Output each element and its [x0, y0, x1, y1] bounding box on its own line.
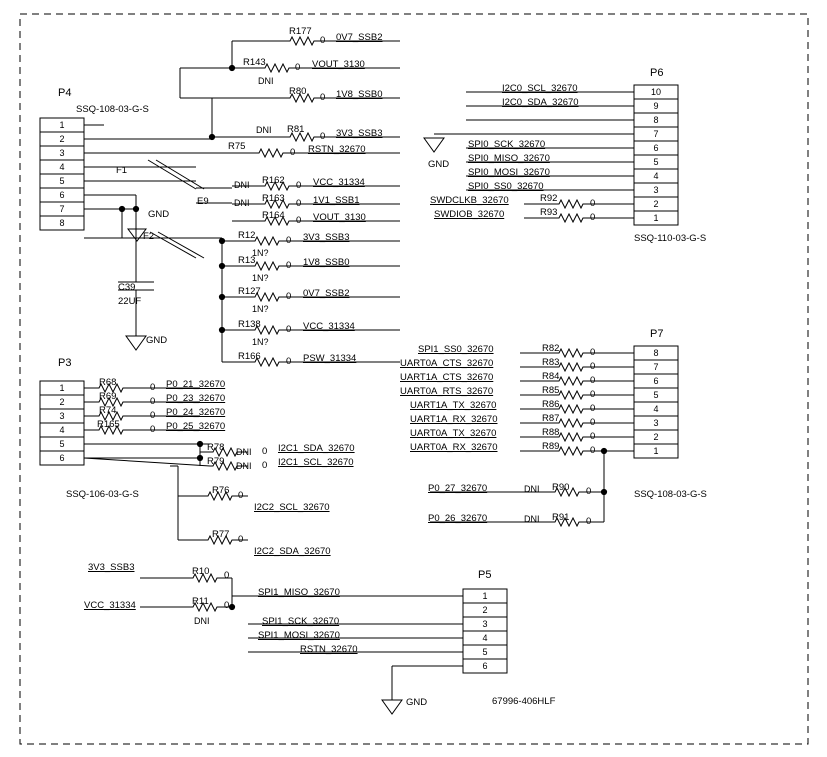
dni-r11: DNI [194, 616, 210, 626]
net-uart0a-rts: UART0A_RTS_32670 [400, 386, 494, 397]
pin-p6-8: 8 [653, 115, 659, 125]
res-val-r82: 0 [590, 347, 596, 358]
res-val-r91: 0 [586, 516, 592, 527]
connector-part-p4: SSQ-108-03-G-S [76, 104, 149, 115]
gnd-label-c39: GND [146, 335, 168, 346]
connector-part-p3: SSQ-106-03-G-S [66, 489, 139, 500]
res-ref-r91: R91 [552, 512, 570, 523]
res-val-r68: 0 [150, 382, 156, 393]
pin-p4-4: 4 [59, 162, 65, 172]
res-ref-r92: R92 [540, 193, 558, 204]
net-spi0-mosi: SPI0_MOSI_32670 [468, 167, 550, 178]
res-ref-r10: R10 [192, 566, 210, 577]
net-uart0a-cts: UART0A_CTS_32670 [400, 358, 494, 369]
net-r68: P0_21_32670 [166, 379, 226, 390]
connector-ref-p3: P3 [58, 357, 72, 369]
res-val-r80: 0 [320, 92, 326, 103]
net-uart0a-rx: UART0A_RX_32670 [410, 442, 498, 453]
net-r76: I2C2_SCL_32670 [254, 502, 330, 513]
res-ref-r162: R162 [262, 175, 285, 186]
res-ref-r143: R143 [243, 57, 266, 68]
res-ref-r81: R81 [287, 124, 305, 135]
net-r127: 0V7_SSB2 [303, 288, 350, 299]
res-ref-r177: R177 [289, 26, 312, 37]
res-val-r162: 0 [296, 180, 302, 191]
res-ref-r13: R13 [238, 255, 256, 266]
pin-p4-7: 7 [59, 204, 65, 214]
res-ref-r138: R138 [238, 319, 261, 330]
res-val-r88: 0 [590, 431, 596, 442]
pin-p3-1: 1 [59, 383, 65, 393]
pin-p4-3: 3 [59, 148, 65, 158]
net-r78: I2C1_SDA_32670 [278, 443, 355, 454]
net-i2c0-scl: I2C0_SCL_32670 [502, 83, 578, 94]
res-ref-r84: R84 [542, 371, 560, 382]
pin-p4-6: 6 [59, 190, 65, 200]
net-spi0-miso: SPI0_MISO_32670 [468, 153, 550, 164]
pin-p7-6: 6 [653, 376, 659, 386]
res-val-r78: 0 [262, 446, 268, 457]
pin-p7-8: 8 [653, 348, 659, 358]
res-ref-r83: R83 [542, 357, 560, 368]
pin-p3-2: 2 [59, 397, 65, 407]
net-p0-27: P0_27_32670 [428, 483, 488, 494]
res-val-r177: 0 [320, 35, 326, 46]
pin-p3-3: 3 [59, 411, 65, 421]
net-r162: VCC_31334 [313, 177, 365, 188]
pin-p6-7: 7 [653, 129, 659, 139]
net-spi1-miso: SPI1_MISO_32670 [258, 587, 340, 598]
res-val-r87: 0 [590, 417, 596, 428]
res-val-r11: 0 [224, 600, 230, 611]
res-val-r77: 0 [238, 534, 244, 545]
pin-p4-5: 5 [59, 176, 65, 186]
net-r74: P0_24_32670 [166, 407, 226, 418]
res-ref-r69: R69 [99, 391, 117, 402]
connector-ref-p5: P5 [478, 569, 492, 581]
res-ref-r78: R78 [207, 442, 225, 453]
pin-p5-6: 6 [482, 661, 488, 671]
res-val-r12: 0 [286, 235, 292, 246]
pin-p4-8: 8 [59, 218, 65, 228]
pin-p5-4: 4 [482, 633, 488, 643]
gnd-label-p5: GND [406, 697, 428, 708]
res-ref-r12: R12 [238, 230, 256, 241]
net-swdclkb: SWDCLKB_32670 [430, 195, 509, 206]
dni-r163: DNI [234, 198, 250, 208]
net-p0-26: P0_26_32670 [428, 513, 488, 524]
res-ref-r93: R93 [540, 207, 558, 218]
dni-r138: 1N? [252, 337, 269, 347]
net-spi1-mosi: SPI1_MOSI_32670 [258, 630, 340, 641]
res-val-r75: 0 [290, 147, 296, 158]
net-r69: P0_23_32670 [166, 393, 226, 404]
pin-p3-6: 6 [59, 453, 65, 463]
net-vcc-31334-bottom: VCC_31334 [84, 600, 136, 611]
net-r138: VCC_31334 [303, 321, 355, 332]
pin-p6-9: 9 [653, 101, 659, 111]
connector-part-p6: SSQ-110-03-G-S [634, 233, 707, 244]
connector-part-p5: 67996-406HLF [492, 696, 556, 707]
fuse-ref-f2: F2 [143, 231, 155, 242]
res-val-r83: 0 [590, 361, 596, 372]
res-val-r89: 0 [590, 445, 596, 456]
res-ref-r75: R75 [228, 141, 246, 152]
res-ref-r127: R127 [238, 286, 261, 297]
res-ref-r11: R11 [192, 596, 209, 607]
fuse-ref-f1: F1 [116, 165, 128, 176]
res-ref-r166: R166 [238, 351, 261, 362]
net-r81: 3V3_SSB3 [336, 128, 383, 139]
pin-p7-5: 5 [653, 390, 659, 400]
res-val-r76: 0 [238, 490, 244, 501]
res-val-r74: 0 [150, 410, 156, 421]
net-i2c0-sda: I2C0_SDA_32670 [502, 97, 579, 108]
net-r164: VOUT_3130 [313, 212, 366, 223]
connector-ref-p6: P6 [650, 67, 664, 79]
pin-p7-4: 4 [653, 404, 659, 414]
res-ref-r165: R165 [97, 419, 120, 430]
dni-r90: DNI [524, 484, 540, 494]
res-ref-r82: R82 [542, 343, 560, 354]
res-val-r81: 0 [320, 131, 326, 142]
dni-r12: 1N? [252, 248, 269, 258]
connector-ref-p7: P7 [650, 328, 664, 340]
net-swdiob: SWDIOB_32670 [434, 209, 505, 220]
res-ref-r80: R80 [289, 86, 307, 97]
cap-ref-c39: C39 [118, 282, 136, 293]
dni-r13: 1N? [252, 273, 269, 283]
net-spi1-ss0: SPI1_SS0_32670 [418, 344, 494, 355]
res-ref-r85: R85 [542, 385, 560, 396]
res-val-r10: 0 [224, 570, 230, 581]
res-ref-r76: R76 [212, 485, 230, 496]
pin-p5-2: 2 [482, 605, 488, 615]
res-ref-r74: R74 [99, 405, 117, 416]
net-uart1a-cts: UART1A_CTS_32670 [400, 372, 494, 383]
res-val-r138: 0 [286, 324, 292, 335]
res-ref-r163: R163 [262, 193, 285, 204]
res-ref-r88: R88 [542, 427, 560, 438]
res-val-r84: 0 [590, 375, 596, 386]
gnd-label-p6: GND [428, 159, 450, 170]
res-ref-r77: R77 [212, 529, 230, 540]
dni-r78: DNI [236, 447, 252, 457]
res-val-r127: 0 [286, 291, 292, 302]
res-val-r164: 0 [296, 215, 302, 226]
res-val-r79: 0 [262, 460, 268, 471]
pin-p7-1: 1 [653, 446, 659, 456]
pin-p4-1: 1 [59, 120, 65, 130]
net-uart0a-tx: UART0A_TX_32670 [410, 428, 497, 439]
res-val-r86: 0 [590, 403, 596, 414]
net-uart1a-tx: UART1A_TX_32670 [410, 400, 497, 411]
pin-p4-2: 2 [59, 134, 65, 144]
res-ref-r164: R164 [262, 210, 285, 221]
pin-p7-7: 7 [653, 362, 659, 372]
net-r177: 0V7_SSB2 [336, 32, 383, 43]
res-val-r93: 0 [590, 212, 596, 223]
connector-ref-p4: P4 [58, 87, 72, 99]
res-ref-r87: R87 [542, 413, 560, 424]
dni-r79: DNI [236, 461, 252, 471]
res-ref-r79: R79 [207, 456, 225, 467]
dni-r162: DNI [234, 180, 250, 190]
res-val-r90: 0 [586, 486, 592, 497]
net-r77: I2C2_SDA_32670 [254, 546, 331, 557]
res-val-r85: 0 [590, 389, 596, 400]
dni-r81: DNI [256, 125, 272, 135]
dni-r143: DNI [258, 76, 274, 86]
pin-p6-3: 3 [653, 185, 659, 195]
net-rstn-bottom: RSTN_32670 [300, 644, 358, 655]
pin-p3-4: 4 [59, 425, 65, 435]
net-r12: 3V3_SSB3 [303, 232, 350, 243]
pin-p5-3: 3 [482, 619, 488, 629]
net-r79: I2C1_SCL_32670 [278, 457, 354, 468]
res-ref-r68: R68 [99, 377, 117, 388]
pin-p5-1: 1 [482, 591, 488, 601]
res-val-r143: 0 [295, 62, 301, 73]
res-ref-r89: R89 [542, 441, 560, 452]
pin-p7-3: 3 [653, 418, 659, 428]
pin-p5-5: 5 [482, 647, 488, 657]
pin-p6-4: 4 [653, 171, 659, 181]
res-val-r163: 0 [296, 198, 302, 209]
gnd-label-f2: GND [148, 209, 170, 220]
pin-p6-1: 1 [653, 213, 659, 223]
pin-p7-2: 2 [653, 432, 659, 442]
net-spi0-sck: SPI0_SCK_32670 [468, 139, 546, 150]
res-val-r92: 0 [590, 198, 596, 209]
net-uart1a-rx: UART1A_RX_32670 [410, 414, 498, 425]
net-spi0-ss0: SPI0_SS0_32670 [468, 181, 544, 192]
res-val-r13: 0 [286, 260, 292, 271]
res-ref-r86: R86 [542, 399, 560, 410]
net-r75: RSTN_32670 [308, 144, 366, 155]
net-r165: P0_25_32670 [166, 421, 226, 432]
pin-p3-5: 5 [59, 439, 65, 449]
dni-r127: 1N? [252, 304, 269, 314]
res-val-r69: 0 [150, 396, 156, 407]
net-r166: PSW_31334 [303, 353, 357, 364]
pin-p6-10: 10 [650, 87, 661, 97]
net-r163: 1V1_SSB1 [313, 195, 360, 206]
res-val-r165: 0 [150, 424, 156, 435]
net-r80: 1V8_SSB0 [336, 89, 383, 100]
cap-val-c39: 22UF [118, 296, 142, 307]
res-val-r166: 0 [286, 356, 292, 367]
dni-r91: DNI [524, 514, 540, 524]
pin-p6-5: 5 [653, 157, 659, 167]
net-spi1-sck: SPI1_SCK_32670 [262, 616, 340, 627]
net-r13: 1V8_SSB0 [303, 257, 350, 268]
net-r143: VOUT_3130 [312, 59, 365, 70]
pin-p6-6: 6 [653, 143, 659, 153]
fuse-ref-e9: E9 [197, 196, 209, 207]
res-ref-r90: R90 [552, 482, 570, 493]
pin-p6-2: 2 [653, 199, 659, 209]
connector-part-p7: SSQ-108-03-G-S [634, 489, 707, 500]
net-3v3-ssb3-bottom: 3V3_SSB3 [88, 562, 135, 573]
